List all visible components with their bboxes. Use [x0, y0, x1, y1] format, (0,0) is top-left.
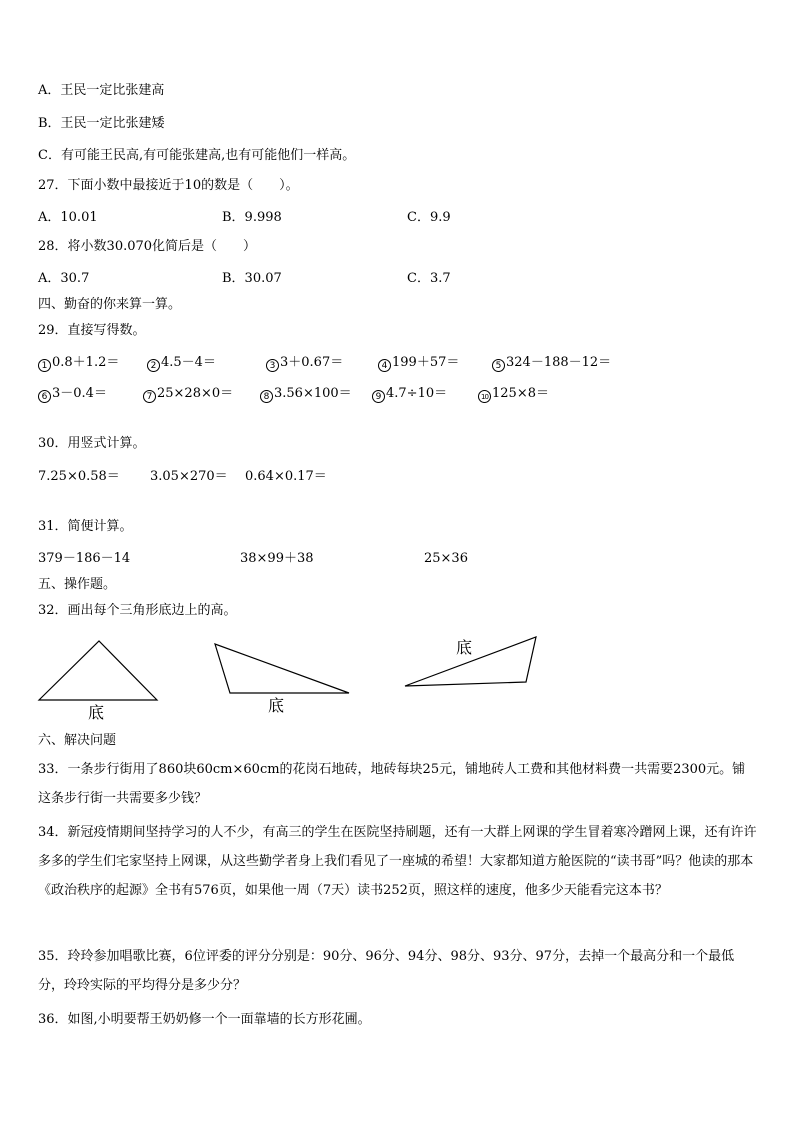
q29-item: [478, 386, 549, 403]
q29-item: [492, 355, 611, 372]
q29-circled-number: 5: [492, 359, 505, 372]
q27-stem: 27．下面小数中最接近于10的数是（ ）。: [38, 178, 299, 193]
section-5-heading: 五、操作题。: [38, 577, 117, 592]
q29-circled-number: 2: [147, 359, 160, 372]
q28-stem: 28．将小数30.070化简后是（ ）: [38, 239, 257, 254]
q33-paragraph: 33．一条步行街用了860块60cm×60cm的花岗石地砖，地砖每块25元，铺地砖人工费和其他材料费一共需要2300元。铺这条步行街一共需要多少钱？: [38, 762, 746, 806]
triangle-1-shape: [39, 641, 157, 700]
q31-stem: 31．简便计算。: [38, 519, 133, 534]
section-4-heading: 四、勤奋的你来算一算。: [38, 297, 182, 312]
q29-expression: 3＋0.67＝: [280, 355, 344, 370]
q29-item: [147, 355, 216, 372]
q26-option-c: C．有可能王民高,有可能张建高,也有可能他们一样高。: [38, 148, 356, 163]
q29-circled-number: 8: [260, 390, 273, 403]
q29-expression: 324－188－12＝: [506, 355, 612, 370]
q29-item: [378, 355, 459, 372]
q29-circled-number: 6: [38, 390, 51, 403]
triangle-2-base-label: 底: [268, 696, 285, 715]
triangle-2: [212, 640, 354, 696]
q27-option-c: C．9.9: [407, 210, 451, 225]
q31-item: 38×99＋38: [240, 551, 314, 566]
q29-stem: 29．直接写得数。: [38, 323, 146, 338]
q29-item: [372, 386, 447, 403]
q29-circled-number: 7: [143, 390, 156, 403]
q29-expression: 0.8＋1.2＝: [52, 355, 120, 370]
q29-item: [266, 355, 343, 372]
q29-item: [143, 386, 233, 403]
q29-expression: 25×28×0＝: [157, 386, 234, 401]
q34-paragraph: 34．新冠疫情期间坚持学习的人不少，有高三的学生在医院坚持刷题，还有一大群上网课的学生冒着寒冷蹭网上课，还有许许多多的学生们宅家坚持上网课，从这些勤学者身上我们看见了一座城的希望！大家都知道方舱医院的“读书哥”吗？他读的那本《政治秩序的起源》全书有576页，如果他一周（7天）读书252页，照这样的速度，他多少天能看完这本书？: [38, 825, 757, 898]
q29-item: [38, 355, 119, 372]
q30-item: 3.05×270＝: [150, 469, 228, 484]
triangle-2-shape: [215, 644, 349, 693]
q31-item: 379－186－14: [38, 551, 131, 566]
q28-option-c: C．3.7: [407, 271, 451, 286]
q29-expression: 4.7÷10＝: [386, 386, 448, 401]
q33-text: [38, 755, 758, 813]
q32-stem: 32．画出每个三角形底边上的高。: [38, 603, 237, 618]
q29-expression: 199＋57＝: [392, 355, 460, 370]
q30-item: 0.64×0.17＝: [245, 469, 327, 484]
q36-text: 36．如图,小明要帮王奶奶修一个一面靠墙的长方形花圃。: [38, 1012, 371, 1027]
section-6-heading: 六、解决问题: [38, 733, 117, 748]
q35-paragraph: 35．玲玲参加唱歌比赛，6位评委的评分分别是：90分、96分、94分、98分、93分、97分，去掉一个最高分和一个最低分，玲玲实际的平均得分是多少分？: [38, 949, 735, 993]
q29-item: [38, 386, 107, 403]
triangle-3-base-label: 底: [456, 638, 473, 657]
q29-circled-number: 9: [372, 390, 385, 403]
q30-item: 7.25×0.58＝: [38, 469, 120, 484]
q26-option-a: A．王民一定比张建高: [38, 83, 165, 98]
q29-expression: 125×8＝: [492, 386, 549, 401]
q26-option-b: B．王民一定比张建矮: [38, 116, 165, 131]
q31-item: 25×36: [424, 551, 468, 566]
q35-text: [38, 942, 758, 1000]
q29-circled-number: 4: [378, 359, 391, 372]
q29-expression: 4.5－4＝: [161, 355, 216, 370]
q29-expression: 3－0.4＝: [52, 386, 107, 401]
q28-option-a: A．30.7: [38, 271, 90, 286]
q27-option-b: B．9.998: [222, 210, 282, 225]
q34-text: [38, 818, 758, 905]
q30-stem: 30．用竖式计算。: [38, 436, 146, 451]
q28-option-b: B．30.07: [222, 271, 282, 286]
q29-expression: 3.56×100＝: [274, 386, 352, 401]
q29-circled-number: 10: [478, 390, 491, 403]
triangle-1: [36, 638, 162, 704]
triangle-1-base-label: 底: [88, 703, 105, 722]
q29-item: [260, 386, 352, 403]
q29-circled-number: 3: [266, 359, 279, 372]
q27-option-a: A．10.01: [38, 210, 98, 225]
q29-circled-number: 1: [38, 359, 51, 372]
